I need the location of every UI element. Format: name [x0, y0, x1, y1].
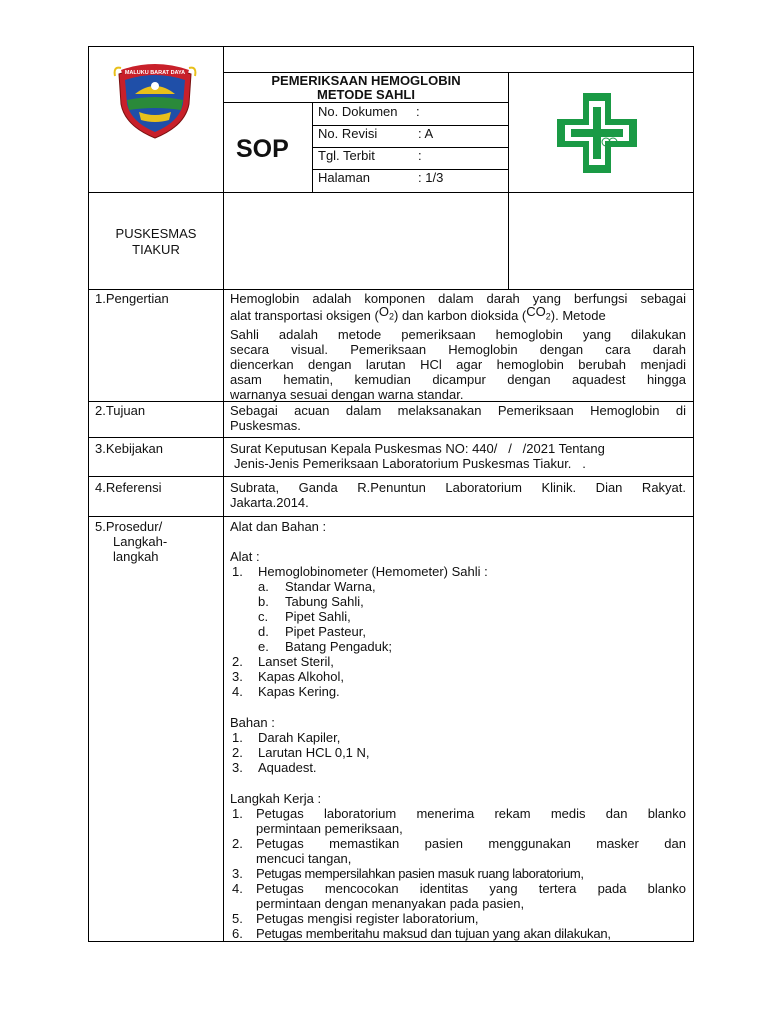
field-value-no-dokumen: : [416, 104, 420, 119]
alat-number: 1. [232, 564, 243, 579]
bahan-item: Aquadest. [258, 760, 317, 775]
langkah-text: Petugas memberitahu maksud dan tujuan yang akan dilakukan, [256, 926, 611, 941]
referensi-line: Subrata, Ganda R.Penuntun Laboratorium Klinik. Dian Rakyat. [230, 480, 686, 495]
pengertian-line: asam hematin, kemudian dicampur dengan aquadest hingga [230, 372, 686, 387]
alat-sub-letter: e. [258, 639, 269, 654]
row-line [88, 437, 694, 438]
section-label-prosedur: Langkah- [113, 534, 168, 549]
alat-sub-item: Tabung Sahli, [285, 594, 364, 609]
alat-sub-item: Pipet Pasteur, [285, 624, 366, 639]
alat-number: 3. [232, 669, 243, 684]
langkah-number: 2. [232, 836, 243, 851]
kebijakan-line: Jenis-Jenis Pemeriksaan Laboratorium Puskesmas Tiakur. . [234, 456, 586, 471]
header-line [88, 289, 694, 290]
langkah-heading: Langkah Kerja : [230, 791, 322, 806]
document-title-line2: METODE SAHLI [317, 87, 415, 102]
langkah-number: 3. [232, 866, 243, 881]
pengertian-text: alat transportasi oksigen ( [230, 308, 379, 323]
alat-sub-item: Standar Warna, [285, 579, 376, 594]
border-top [88, 46, 694, 47]
langkah-number: 6. [232, 926, 243, 941]
alat-number: 4. [232, 684, 243, 699]
alat-item: Hemoglobinometer (Hemometer) Sahli : [258, 564, 488, 579]
puskesmas-cross-logo [557, 93, 637, 173]
alat-sub-letter: d. [258, 624, 269, 639]
alat-item: Kapas Alkohol, [258, 669, 345, 684]
field-value-tgl-terbit: : [418, 148, 422, 163]
pengertian-line: Hemoglobin adalah komponen dalam darah yang berfungsi sebagai [230, 291, 686, 306]
org-name-line2: TIAKUR [132, 242, 180, 257]
section-label-referensi: 4.Referensi [95, 480, 162, 495]
alat-item: Kapas Kering. [258, 684, 340, 699]
pengertian-line: diencerkan dengan larutan HCl agar hemoglobin berubah menjadi [230, 357, 686, 372]
section-label-prosedur: 5.Prosedur/ [95, 519, 163, 534]
bahan-item: Larutan HCL 0,1 N, [258, 745, 370, 760]
field-label-no-revisi: No. Revisi [318, 126, 378, 141]
langkah-text: Petugas memastikan pasien menggunakan masker dan [256, 836, 686, 851]
field-value-no-revisi: : A [418, 126, 434, 141]
langkah-text: Petugas mencocokan identitas yang tertera pada blanko [256, 881, 686, 896]
section-label-prosedur: langkah [113, 549, 159, 564]
langkah-text: Petugas laboratorium menerima rekam medis dan blanko [256, 806, 686, 821]
langkah-text: Petugas mengisi register laboratorium, [256, 911, 479, 926]
referensi-line: Jakarta.2014. [230, 495, 309, 510]
document-title-line1: PEMERIKSAAN HEMOGLOBIN [271, 73, 461, 88]
langkah-text-cont: mencuci tangan, [256, 851, 352, 866]
langkah-text: Petugas mempersilahkan pasien masuk ruang laboratorium, [256, 866, 584, 881]
alat-sub-item: Pipet Sahli, [285, 609, 351, 624]
bahan-number: 1. [232, 730, 243, 745]
alat-sub-letter: c. [258, 609, 269, 624]
alat-number: 2. [232, 654, 243, 669]
bahan-heading: Bahan : [230, 715, 275, 730]
header-line [508, 72, 509, 290]
field-value-halaman: : 1/3 [418, 170, 444, 185]
section-label-kebijakan: 3.Kebijakan [95, 441, 163, 456]
alat-heading: Alat : [230, 549, 260, 564]
field-label-halaman: Halaman [318, 170, 371, 185]
langkah-text-cont: permintaan pemeriksaan, [256, 821, 403, 836]
langkah-number: 4. [232, 881, 243, 896]
section-label-pengertian: 1.Pengertian [95, 291, 169, 306]
co2-symbol: CO [526, 304, 546, 319]
pengertian-line: warnanya sesuai dengan warna standar. [230, 387, 464, 402]
o2-subscript: 2 [388, 311, 394, 322]
border-left [88, 46, 89, 942]
langkah-number: 5. [232, 911, 243, 926]
bahan-number: 3. [232, 760, 243, 775]
o2-symbol: O [378, 304, 389, 319]
pengertian-line-transport [230, 304, 686, 329]
pengertian-line: Sahli adalah metode pemeriksaan hemoglobin yang dilakukan [230, 327, 686, 342]
tujuan-line: Sebagai acuan dalam melaksanakan Pemeriksaan Hemoglobin di [230, 403, 686, 418]
co2-subscript: 2 [545, 311, 551, 322]
header-line [223, 102, 509, 103]
o2-formula [378, 304, 394, 322]
section-label-tujuan: 2.Tujuan [95, 403, 146, 418]
langkah-text-cont: permintaan dengan menanyakan pada pasien, [256, 896, 525, 911]
sop-label: SOP [236, 135, 289, 163]
logo-text: MALUKU BARAT DAYA [124, 70, 186, 76]
alat-bahan-heading: Alat dan Bahan : [230, 519, 327, 534]
regency-emblem-logo [113, 60, 197, 142]
kebijakan-line: Surat Keputusan Kepala Puskesmas NO: 440/ / /2021 Tentang [230, 441, 605, 456]
tujuan-line: Puskesmas. [230, 418, 301, 433]
pengertian-line: secara visual. Pemeriksaan Hemoglobin dengan cara darah [230, 342, 686, 357]
alat-sub-letter: b. [258, 594, 269, 609]
pengertian-text: ). Metode [550, 308, 606, 323]
border-right [693, 46, 694, 942]
bahan-item: Darah Kapiler, [258, 730, 341, 745]
org-name-line1: PUSKESMAS [115, 226, 197, 241]
alat-sub-letter: a. [258, 579, 269, 594]
border-bottom [88, 941, 694, 942]
co2-formula [526, 304, 551, 322]
alat-sub-item: Batang Pengaduk; [285, 639, 392, 654]
alat-item: Lanset Steril, [258, 654, 334, 669]
field-label-tgl-terbit: Tgl. Terbit [318, 148, 375, 163]
header-line [88, 192, 694, 193]
row-line [88, 476, 694, 477]
bahan-number: 2. [232, 745, 243, 760]
field-label-no-dokumen: No. Dokumen [318, 104, 398, 119]
pengertian-text: ) dan karbon dioksida ( [394, 308, 527, 323]
langkah-number: 1. [232, 806, 243, 821]
col-divider [223, 46, 224, 942]
row-line [88, 516, 694, 517]
